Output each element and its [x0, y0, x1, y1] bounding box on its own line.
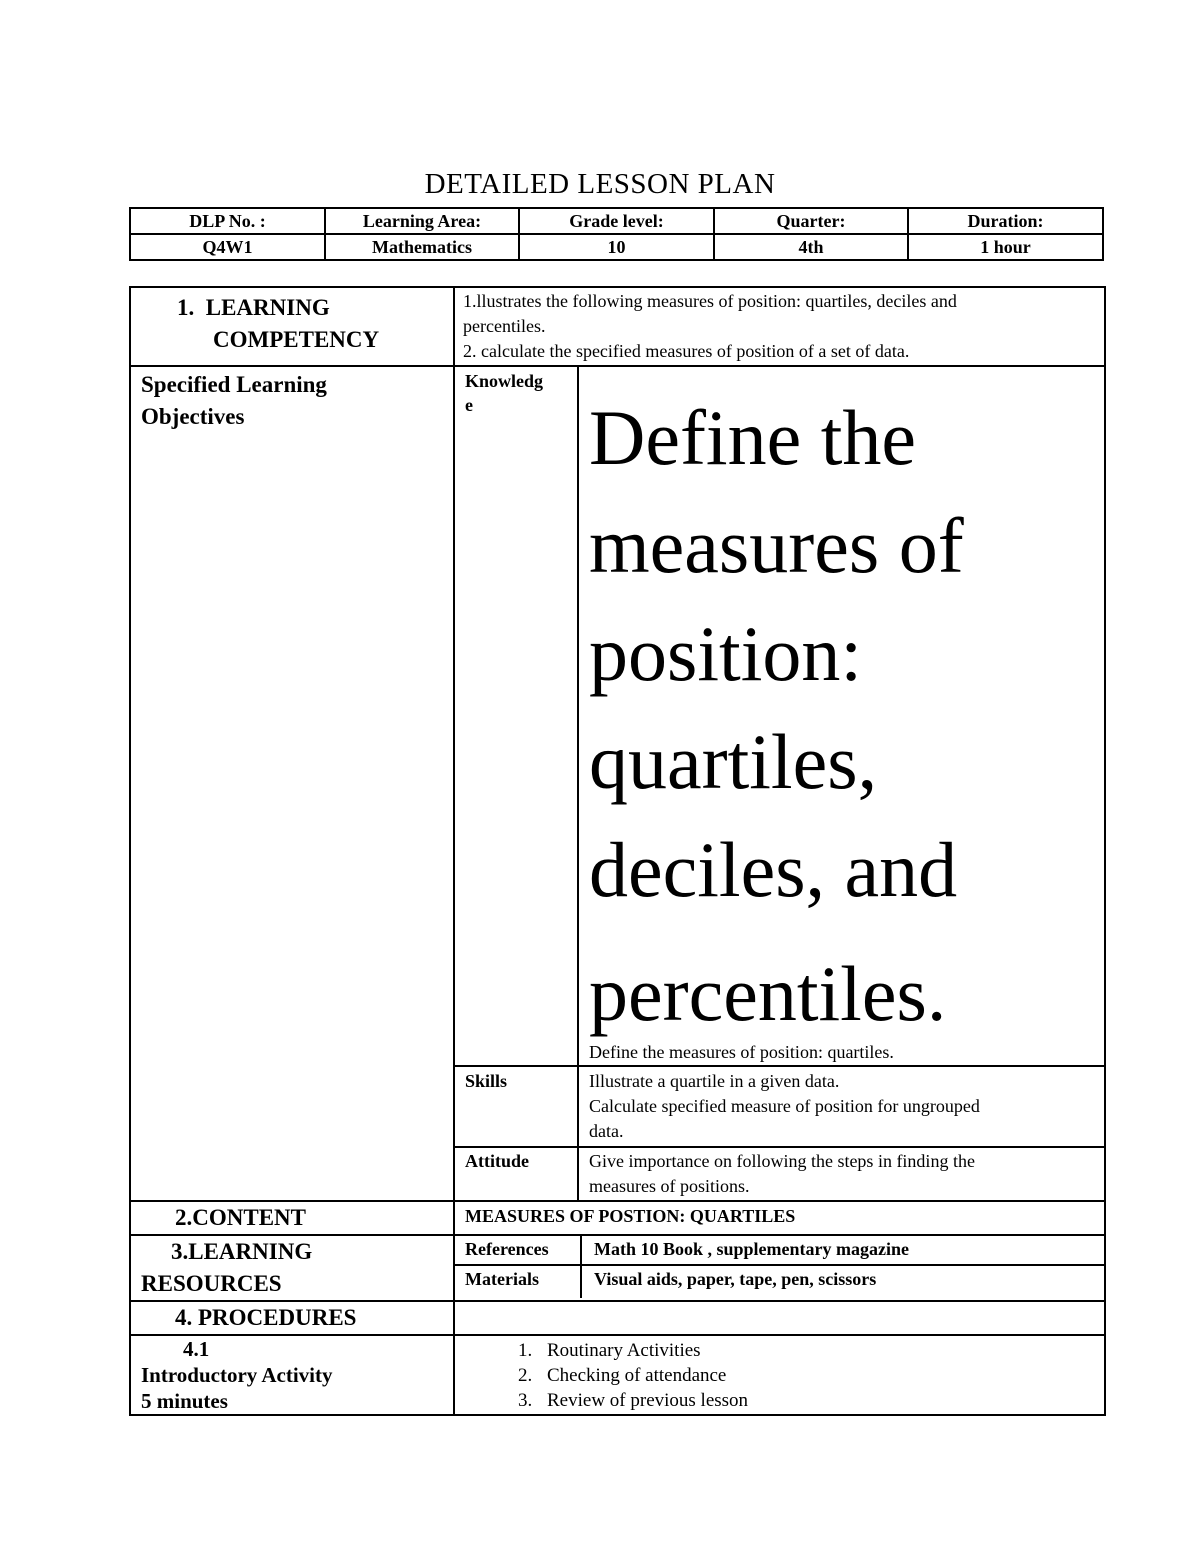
introductory-heading	[130, 1335, 454, 1415]
attitude-label: Attitude	[454, 1147, 578, 1201]
content-value: MEASURES OF POSTION: QUARTILES	[454, 1201, 1105, 1235]
header-value: Q4W1	[130, 234, 325, 260]
objectives-heading	[130, 366, 454, 1201]
intro-label: Introductory Activity	[141, 1363, 333, 1387]
competency-number: 1.	[177, 295, 195, 320]
header-labels-row	[130, 208, 1103, 234]
knowledge-label-line2: e	[465, 395, 473, 415]
introductory-items	[454, 1335, 1105, 1415]
procedures-row	[130, 1301, 1105, 1335]
skills-line: Calculate specified measure of position for ungrouped	[589, 1096, 980, 1116]
header-value: Mathematics	[325, 234, 519, 260]
competency-row	[130, 287, 1105, 366]
knowledge-big-line: deciles, and	[589, 826, 958, 913]
objectives-heading-line1: Specified Learning	[141, 372, 327, 397]
content-row	[130, 1201, 1105, 1235]
header-label: Grade level:	[519, 208, 714, 234]
page-title: DETAILED LESSON PLAN	[424, 168, 776, 200]
skills-text	[578, 1066, 1105, 1147]
list-item: 1. Routinary Activities	[537, 1338, 1104, 1363]
resources-cell	[454, 1235, 1105, 1301]
list-item: 3. Review of previous lesson	[537, 1388, 1104, 1413]
competency-heading-line2: COMPETENCY	[213, 327, 380, 352]
intro-time: 5 minutes	[141, 1389, 228, 1413]
header-table	[129, 207, 1104, 261]
header-values-row	[130, 234, 1103, 260]
attitude-line: Give importance on following the steps in finding the	[589, 1151, 975, 1171]
competency-line: 2. calculate the specified measures of position of a set of data.	[463, 341, 910, 361]
knowledge-big-line: measures of	[589, 502, 964, 589]
procedures-heading: 4. PROCEDURES	[130, 1301, 454, 1335]
knowledge-big-line: quartiles,	[589, 718, 878, 805]
header-value: 10	[519, 234, 714, 260]
knowledge-big-text	[589, 384, 1094, 1048]
procedure-list	[455, 1338, 1104, 1413]
competency-heading	[130, 287, 454, 366]
header-label: Duration:	[908, 208, 1103, 234]
resources-row	[130, 1235, 1105, 1301]
knowledge-big-line: percentiles.	[589, 950, 947, 1037]
knowledge-big-line: Define the	[589, 394, 917, 481]
intro-number: 4.1	[183, 1337, 210, 1361]
resources-heading-line1: 3.LEARNING	[171, 1239, 313, 1264]
attitude-text	[578, 1147, 1105, 1201]
references-label: References	[455, 1236, 581, 1265]
resources-heading	[130, 1235, 454, 1301]
skills-label: Skills	[454, 1066, 578, 1147]
list-item: 2. Checking of attendance	[537, 1363, 1104, 1388]
procedures-empty-cell	[454, 1301, 1105, 1335]
competency-line: percentiles.	[463, 316, 546, 336]
competency-heading-line1: LEARNING	[205, 295, 330, 320]
introductory-row	[130, 1335, 1105, 1415]
attitude-line: measures of positions.	[589, 1176, 750, 1196]
lesson-plan-table	[129, 286, 1106, 1416]
resources-heading-line2: RESOURCES	[141, 1271, 282, 1296]
materials-label: Materials	[455, 1265, 581, 1298]
references-value: Math 10 Book , supplementary magazine	[581, 1236, 1104, 1265]
content-heading: 2.CONTENT	[130, 1201, 454, 1235]
knowledge-label-line1: Knowledg	[465, 371, 544, 391]
competency-line: 1.llustrates the following measures of position: quartiles, deciles and	[463, 291, 957, 311]
header-label: Quarter:	[714, 208, 908, 234]
competency-text	[454, 287, 1105, 366]
header-value: 4th	[714, 234, 908, 260]
knowledge-small-text: Define the measures of position: quartiles.	[589, 1042, 894, 1062]
knowledge-label	[454, 366, 578, 1066]
knowledge-row	[130, 366, 1105, 1066]
header-label: Learning Area:	[325, 208, 519, 234]
materials-value: Visual aids, paper, tape, pen, scissors	[594, 1269, 877, 1289]
resources-inner-table	[455, 1236, 1104, 1298]
skills-line: data.	[589, 1121, 624, 1141]
knowledge-big-line: position:	[589, 610, 863, 697]
objectives-heading-line2: Objectives	[141, 404, 245, 429]
knowledge-cell	[578, 366, 1105, 1066]
skills-line: Illustrate a quartile in a given data.	[589, 1071, 840, 1091]
header-label: DLP No. :	[130, 208, 325, 234]
header-value: 1 hour	[908, 234, 1103, 260]
